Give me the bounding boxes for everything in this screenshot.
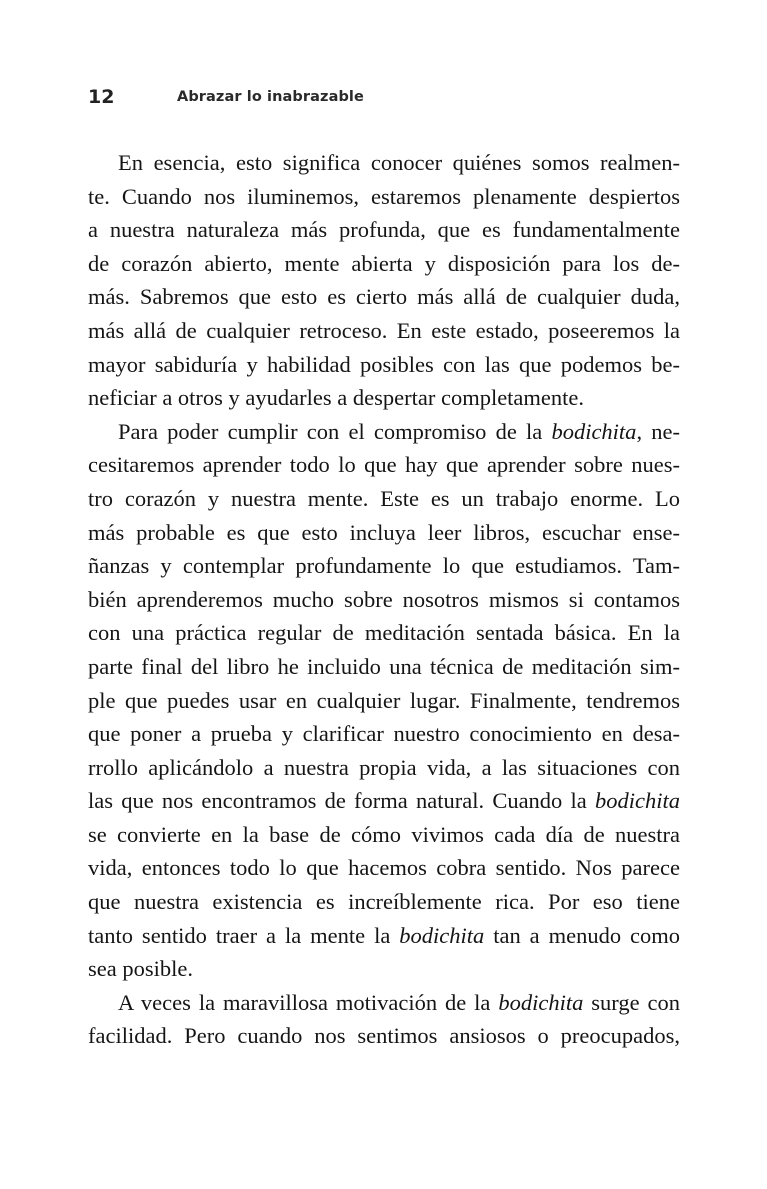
- italic-term: bodichita: [551, 418, 637, 444]
- text-line: [88, 381, 680, 415]
- page-number: 12: [88, 86, 115, 108]
- text-line: [88, 919, 680, 953]
- text-line: [88, 415, 680, 449]
- text-line: [88, 717, 680, 751]
- text-segment: vida, entonces todo lo que hacemos cobra sentido. Nos parece: [88, 855, 680, 881]
- text-line: [88, 885, 680, 919]
- text-segment: parte final del libro he incluido una técnica de meditación sim-: [88, 653, 680, 679]
- text-line: [88, 146, 680, 180]
- text-line: [88, 583, 680, 617]
- page-header: [88, 86, 679, 110]
- body-text: [88, 146, 680, 1053]
- text-line: [88, 784, 680, 818]
- text-segment: se convierte en la base de cómo vivimos cada día de nuestra: [88, 821, 680, 847]
- paragraph: [88, 986, 680, 1053]
- text-segment: que nuestra existencia es increíblemente rica. Por eso tiene: [88, 889, 680, 915]
- text-line: [88, 818, 680, 852]
- text-line: [88, 616, 680, 650]
- text-segment: las que nos encontramos de forma natural. Cuando la: [88, 788, 595, 814]
- text-segment: bién aprenderemos mucho sobre nosotros mismos si contamos: [88, 586, 680, 612]
- text-segment: más probable es que esto incluya leer libros, escuchar ense-: [88, 519, 680, 545]
- text-segment: tanto sentido traer a la mente la: [88, 922, 400, 948]
- running-title: Abrazar lo inabrazable: [177, 89, 364, 105]
- text-segment: , ne-: [636, 418, 680, 444]
- text-segment: A veces la maravillosa motivación de la: [118, 989, 499, 1015]
- text-segment: sea posible.: [88, 956, 193, 982]
- text-line: [88, 482, 680, 516]
- text-segment: cesitaremos aprender todo lo que hay que aprender sobre nues-: [88, 452, 680, 478]
- text-line: [88, 986, 680, 1020]
- text-segment: de corazón abierto, mente abierta y disposición para los de-: [88, 250, 680, 276]
- paragraph: [88, 146, 680, 415]
- text-line: [88, 851, 680, 885]
- italic-term: bodichita: [595, 788, 680, 814]
- text-line: [88, 1019, 680, 1053]
- text-segment: neficiar a otros y ayudarles a despertar completamente.: [88, 385, 585, 411]
- italic-term: bodichita: [399, 922, 485, 948]
- text-segment: más allá de cualquier retroceso. En este estado, poseeremos la: [88, 317, 680, 343]
- text-segment: a nuestra naturaleza más profunda, que es fundamentalmente: [88, 217, 680, 243]
- text-line: [88, 314, 680, 348]
- text-segment: mayor sabiduría y habilidad posibles con las que podemos be-: [88, 351, 680, 377]
- text-line: [88, 280, 680, 314]
- paragraph: [88, 415, 680, 986]
- text-segment: con una práctica regular de meditación sentada básica. En la: [88, 620, 680, 646]
- text-segment: En esencia, esto significa conocer quiénes somos realmen-: [118, 150, 680, 175]
- text-segment: que poner a prueba y clarificar nuestro conocimiento en desa-: [88, 721, 680, 747]
- text-line: [88, 213, 680, 247]
- text-line: [88, 684, 680, 718]
- text-line: [88, 650, 680, 684]
- text-segment: ple que puedes usar en cualquier lugar. Finalmente, tendremos: [88, 687, 680, 713]
- text-line: [88, 247, 680, 281]
- text-segment: tan a menudo como: [484, 922, 680, 948]
- italic-term: bodichita: [498, 989, 584, 1015]
- text-segment: surge con: [583, 989, 680, 1015]
- text-line: [88, 751, 680, 785]
- text-segment: ñanzas y contemplar profundamente lo que estudiamos. Tam-: [88, 553, 680, 579]
- text-segment: Para poder cumplir con el compromiso de la: [118, 418, 552, 444]
- text-line: [88, 348, 680, 382]
- text-line: [88, 952, 680, 986]
- text-segment: tro corazón y nuestra mente. Este es un trabajo enorme. Lo: [88, 485, 680, 511]
- text-segment: te. Cuando nos iluminemos, estaremos plenamente despiertos: [88, 183, 680, 209]
- text-line: [88, 180, 680, 214]
- text-segment: facilidad. Pero cuando nos sentimos ansiosos o preocupados,: [88, 1023, 680, 1049]
- text-line: [88, 448, 680, 482]
- text-segment: rrollo aplicándolo a nuestra propia vida, a las situaciones con: [88, 754, 680, 780]
- text-segment: más. Sabremos que esto es cierto más allá de cualquier duda,: [88, 284, 680, 310]
- text-line: [88, 516, 680, 550]
- text-line: [88, 549, 680, 583]
